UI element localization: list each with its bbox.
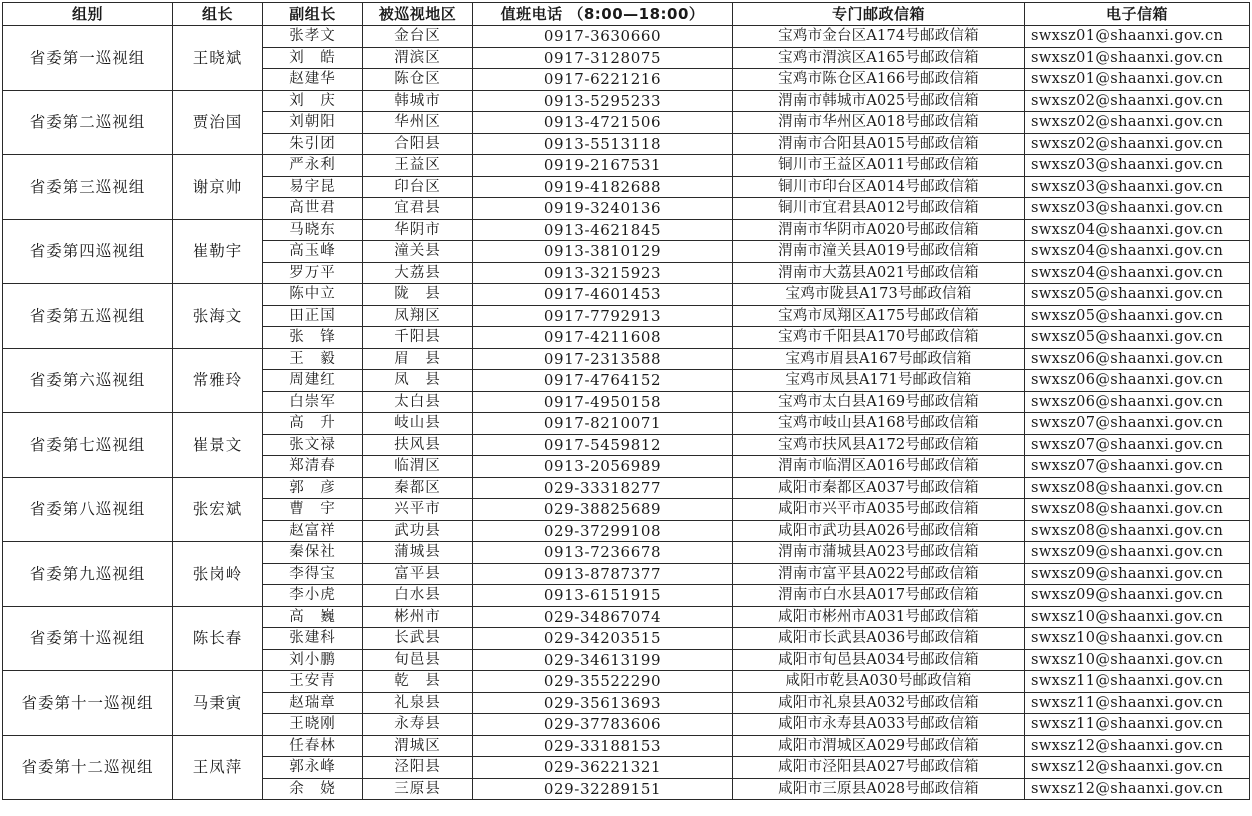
email-cell[interactable]: swxsz03@shaanxi.gov.cn	[1025, 155, 1250, 177]
phone-cell: 029-33318277	[473, 477, 733, 499]
mailbox-cell: 宝鸡市凤翔区A175号邮政信箱	[733, 305, 1025, 327]
leader-cell: 王凤萍	[173, 735, 263, 800]
table-row	[3, 284, 1250, 306]
header-email: 电子信箱	[1025, 3, 1250, 26]
deputy-cell: 郭 彦	[263, 477, 363, 499]
header-deputy: 副组长	[263, 3, 363, 26]
region-cell: 陇 县	[363, 284, 473, 306]
mailbox-cell: 咸阳市礼泉县A032号邮政信箱	[733, 692, 1025, 714]
region-cell: 潼关县	[363, 241, 473, 263]
phone-cell: 0913-4621845	[473, 219, 733, 241]
region-cell: 富平县	[363, 563, 473, 585]
region-cell: 渭滨区	[363, 47, 473, 69]
phone-cell: 029-35613693	[473, 692, 733, 714]
table-row	[3, 26, 1250, 48]
email-cell[interactable]: swxsz02@shaanxi.gov.cn	[1025, 90, 1250, 112]
table-row	[3, 219, 1250, 241]
mailbox-cell: 宝鸡市岐山县A168号邮政信箱	[733, 413, 1025, 435]
table-body	[3, 26, 1250, 800]
email-cell[interactable]: swxsz08@shaanxi.gov.cn	[1025, 499, 1250, 521]
email-cell[interactable]: swxsz01@shaanxi.gov.cn	[1025, 26, 1250, 48]
mailbox-cell: 宝鸡市眉县A167号邮政信箱	[733, 348, 1025, 370]
email-cell[interactable]: swxsz12@shaanxi.gov.cn	[1025, 778, 1250, 800]
email-cell[interactable]: swxsz05@shaanxi.gov.cn	[1025, 284, 1250, 306]
group-name-cell: 省委第五巡视组	[3, 284, 173, 349]
mailbox-cell: 渭南市白水县A017号邮政信箱	[733, 585, 1025, 607]
leader-cell: 崔景文	[173, 413, 263, 478]
mailbox-cell: 咸阳市长武县A036号邮政信箱	[733, 628, 1025, 650]
email-cell[interactable]: swxsz09@shaanxi.gov.cn	[1025, 585, 1250, 607]
group-name-cell: 省委第七巡视组	[3, 413, 173, 478]
group-name-cell: 省委第三巡视组	[3, 155, 173, 220]
phone-cell: 0917-3630660	[473, 26, 733, 48]
deputy-cell: 曹 宇	[263, 499, 363, 521]
leader-cell: 张宏斌	[173, 477, 263, 542]
deputy-cell: 刘 庆	[263, 90, 363, 112]
email-cell[interactable]: swxsz10@shaanxi.gov.cn	[1025, 628, 1250, 650]
inspection-contact-table	[2, 2, 1250, 800]
deputy-cell: 陈中立	[263, 284, 363, 306]
email-cell[interactable]: swxsz10@shaanxi.gov.cn	[1025, 649, 1250, 671]
phone-cell: 029-37783606	[473, 714, 733, 736]
phone-cell: 029-38825689	[473, 499, 733, 521]
email-cell[interactable]: swxsz03@shaanxi.gov.cn	[1025, 176, 1250, 198]
deputy-cell: 赵瑞章	[263, 692, 363, 714]
deputy-cell: 郑清春	[263, 456, 363, 478]
leader-cell: 陈长春	[173, 606, 263, 671]
phone-cell: 0917-4950158	[473, 391, 733, 413]
mailbox-cell: 渭南市华阴市A020号邮政信箱	[733, 219, 1025, 241]
mailbox-cell: 宝鸡市太白县A169号邮政信箱	[733, 391, 1025, 413]
region-cell: 临渭区	[363, 456, 473, 478]
deputy-cell: 张孝文	[263, 26, 363, 48]
deputy-cell: 刘朝阳	[263, 112, 363, 134]
mailbox-cell: 宝鸡市金台区A174号邮政信箱	[733, 26, 1025, 48]
deputy-cell: 严永利	[263, 155, 363, 177]
phone-cell: 029-34203515	[473, 628, 733, 650]
email-cell[interactable]: swxsz04@shaanxi.gov.cn	[1025, 262, 1250, 284]
mailbox-cell: 咸阳市彬州市A031号邮政信箱	[733, 606, 1025, 628]
email-cell[interactable]: swxsz05@shaanxi.gov.cn	[1025, 327, 1250, 349]
region-cell: 宜君县	[363, 198, 473, 220]
deputy-cell: 刘 皓	[263, 47, 363, 69]
region-cell: 白水县	[363, 585, 473, 607]
deputy-cell: 易宇昆	[263, 176, 363, 198]
deputy-cell: 罗万平	[263, 262, 363, 284]
leader-cell: 常雅玲	[173, 348, 263, 413]
deputy-cell: 王 毅	[263, 348, 363, 370]
region-cell: 合阳县	[363, 133, 473, 155]
header-row	[3, 3, 1250, 26]
phone-cell: 0919-2167531	[473, 155, 733, 177]
mailbox-cell: 咸阳市乾县A030号邮政信箱	[733, 671, 1025, 693]
region-cell: 旬邑县	[363, 649, 473, 671]
mailbox-cell: 咸阳市旬邑县A034号邮政信箱	[733, 649, 1025, 671]
email-cell[interactable]: swxsz10@shaanxi.gov.cn	[1025, 606, 1250, 628]
phone-cell: 0913-3215923	[473, 262, 733, 284]
header-group: 组别	[3, 3, 173, 26]
region-cell: 印台区	[363, 176, 473, 198]
email-cell[interactable]: swxsz09@shaanxi.gov.cn	[1025, 542, 1250, 564]
phone-cell: 029-32289151	[473, 778, 733, 800]
header-phone: 值班电话 （8:00—18:00）	[473, 3, 733, 26]
email-cell[interactable]: swxsz03@shaanxi.gov.cn	[1025, 198, 1250, 220]
phone-cell: 0913-4721506	[473, 112, 733, 134]
region-cell: 华州区	[363, 112, 473, 134]
deputy-cell: 赵富祥	[263, 520, 363, 542]
deputy-cell: 马晓东	[263, 219, 363, 241]
header-mailbox: 专门邮政信箱	[733, 3, 1025, 26]
region-cell: 韩城市	[363, 90, 473, 112]
phone-cell: 029-36221321	[473, 757, 733, 779]
group-name-cell: 省委第二巡视组	[3, 90, 173, 155]
mailbox-cell: 宝鸡市扶风县A172号邮政信箱	[733, 434, 1025, 456]
deputy-cell: 周建红	[263, 370, 363, 392]
email-cell[interactable]: swxsz07@shaanxi.gov.cn	[1025, 413, 1250, 435]
deputy-cell: 刘小鹏	[263, 649, 363, 671]
email-cell[interactable]: swxsz02@shaanxi.gov.cn	[1025, 133, 1250, 155]
email-cell[interactable]: swxsz02@shaanxi.gov.cn	[1025, 112, 1250, 134]
mailbox-cell: 宝鸡市渭滨区A165号邮政信箱	[733, 47, 1025, 69]
mailbox-cell: 咸阳市渭城区A029号邮政信箱	[733, 735, 1025, 757]
phone-cell: 0913-8787377	[473, 563, 733, 585]
region-cell: 凤 县	[363, 370, 473, 392]
mailbox-cell: 宝鸡市陈仓区A166号邮政信箱	[733, 69, 1025, 91]
region-cell: 渭城区	[363, 735, 473, 757]
region-cell: 眉 县	[363, 348, 473, 370]
deputy-cell: 王安青	[263, 671, 363, 693]
phone-cell: 029-35522290	[473, 671, 733, 693]
mailbox-cell: 渭南市临渭区A016号邮政信箱	[733, 456, 1025, 478]
table-row	[3, 542, 1250, 564]
table-row	[3, 348, 1250, 370]
deputy-cell: 张 锋	[263, 327, 363, 349]
phone-cell: 0917-8210071	[473, 413, 733, 435]
region-cell: 泾阳县	[363, 757, 473, 779]
phone-cell: 0917-2313588	[473, 348, 733, 370]
region-cell: 秦都区	[363, 477, 473, 499]
table-row	[3, 155, 1250, 177]
leader-cell: 张海文	[173, 284, 263, 349]
table-row	[3, 90, 1250, 112]
region-cell: 扶风县	[363, 434, 473, 456]
deputy-cell: 秦保社	[263, 542, 363, 564]
phone-cell: 029-33188153	[473, 735, 733, 757]
region-cell: 岐山县	[363, 413, 473, 435]
deputy-cell: 张建科	[263, 628, 363, 650]
phone-cell: 0913-7236678	[473, 542, 733, 564]
mailbox-cell: 渭南市华州区A018号邮政信箱	[733, 112, 1025, 134]
region-cell: 兴平市	[363, 499, 473, 521]
region-cell: 彬州市	[363, 606, 473, 628]
phone-cell: 0917-4764152	[473, 370, 733, 392]
header-region: 被巡视地区	[363, 3, 473, 26]
header-leader: 组长	[173, 3, 263, 26]
mailbox-cell: 咸阳市泾阳县A027号邮政信箱	[733, 757, 1025, 779]
deputy-cell: 高世君	[263, 198, 363, 220]
region-cell: 陈仓区	[363, 69, 473, 91]
phone-cell: 029-34613199	[473, 649, 733, 671]
deputy-cell: 高 巍	[263, 606, 363, 628]
group-name-cell: 省委第四巡视组	[3, 219, 173, 284]
deputy-cell: 王晓刚	[263, 714, 363, 736]
phone-cell: 0913-5295233	[473, 90, 733, 112]
mailbox-cell: 渭南市大荔县A021号邮政信箱	[733, 262, 1025, 284]
mailbox-cell: 宝鸡市陇县A173号邮政信箱	[733, 284, 1025, 306]
leader-cell: 张岗岭	[173, 542, 263, 607]
region-cell: 王益区	[363, 155, 473, 177]
region-cell: 武功县	[363, 520, 473, 542]
mailbox-cell: 宝鸡市千阳县A170号邮政信箱	[733, 327, 1025, 349]
mailbox-cell: 渭南市蒲城县A023号邮政信箱	[733, 542, 1025, 564]
group-name-cell: 省委第九巡视组	[3, 542, 173, 607]
deputy-cell: 朱引团	[263, 133, 363, 155]
region-cell: 太白县	[363, 391, 473, 413]
mailbox-cell: 咸阳市永寿县A033号邮政信箱	[733, 714, 1025, 736]
email-cell[interactable]: swxsz06@shaanxi.gov.cn	[1025, 391, 1250, 413]
leader-cell: 马秉寅	[173, 671, 263, 736]
phone-cell: 0913-5513118	[473, 133, 733, 155]
table-row	[3, 477, 1250, 499]
leader-cell: 贾治国	[173, 90, 263, 155]
region-cell: 乾 县	[363, 671, 473, 693]
group-name-cell: 省委第十一巡视组	[3, 671, 173, 736]
phone-cell: 0917-3128075	[473, 47, 733, 69]
mailbox-cell: 咸阳市兴平市A035号邮政信箱	[733, 499, 1025, 521]
region-cell: 蒲城县	[363, 542, 473, 564]
region-cell: 长武县	[363, 628, 473, 650]
mailbox-cell: 咸阳市秦都区A037号邮政信箱	[733, 477, 1025, 499]
region-cell: 凤翔区	[363, 305, 473, 327]
phone-cell: 0917-6221216	[473, 69, 733, 91]
deputy-cell: 张文禄	[263, 434, 363, 456]
phone-cell: 029-37299108	[473, 520, 733, 542]
email-cell[interactable]: swxsz07@shaanxi.gov.cn	[1025, 456, 1250, 478]
phone-cell: 0917-4211608	[473, 327, 733, 349]
deputy-cell: 田正国	[263, 305, 363, 327]
phone-cell: 0919-3240136	[473, 198, 733, 220]
mailbox-cell: 渭南市合阳县A015号邮政信箱	[733, 133, 1025, 155]
phone-cell: 0913-3810129	[473, 241, 733, 263]
region-cell: 大荔县	[363, 262, 473, 284]
mailbox-cell: 宝鸡市凤县A171号邮政信箱	[733, 370, 1025, 392]
leader-cell: 谢京帅	[173, 155, 263, 220]
email-cell[interactable]: swxsz11@shaanxi.gov.cn	[1025, 714, 1250, 736]
email-cell[interactable]: swxsz09@shaanxi.gov.cn	[1025, 563, 1250, 585]
phone-cell: 0917-7792913	[473, 305, 733, 327]
email-cell[interactable]: swxsz11@shaanxi.gov.cn	[1025, 671, 1250, 693]
mailbox-cell: 渭南市韩城市A025号邮政信箱	[733, 90, 1025, 112]
email-cell[interactable]: swxsz06@shaanxi.gov.cn	[1025, 370, 1250, 392]
mailbox-cell: 咸阳市三原县A028号邮政信箱	[733, 778, 1025, 800]
group-name-cell: 省委第十巡视组	[3, 606, 173, 671]
table-row	[3, 413, 1250, 435]
deputy-cell: 李得宝	[263, 563, 363, 585]
deputy-cell: 郭永峰	[263, 757, 363, 779]
deputy-cell: 任春林	[263, 735, 363, 757]
region-cell: 三原县	[363, 778, 473, 800]
phone-cell: 0919-4182688	[473, 176, 733, 198]
phone-cell: 0917-4601453	[473, 284, 733, 306]
mailbox-cell: 渭南市富平县A022号邮政信箱	[733, 563, 1025, 585]
region-cell: 金台区	[363, 26, 473, 48]
email-cell[interactable]: swxsz01@shaanxi.gov.cn	[1025, 69, 1250, 91]
email-cell[interactable]: swxsz01@shaanxi.gov.cn	[1025, 47, 1250, 69]
region-cell: 永寿县	[363, 714, 473, 736]
phone-cell: 0917-5459812	[473, 434, 733, 456]
table-row	[3, 735, 1250, 757]
phone-cell: 0913-2056989	[473, 456, 733, 478]
deputy-cell: 李小虎	[263, 585, 363, 607]
email-cell[interactable]: swxsz04@shaanxi.gov.cn	[1025, 241, 1250, 263]
deputy-cell: 高 升	[263, 413, 363, 435]
group-name-cell: 省委第八巡视组	[3, 477, 173, 542]
group-name-cell: 省委第一巡视组	[3, 26, 173, 91]
mailbox-cell: 咸阳市武功县A026号邮政信箱	[733, 520, 1025, 542]
deputy-cell: 白崇军	[263, 391, 363, 413]
table-row	[3, 671, 1250, 693]
leader-cell: 王晓斌	[173, 26, 263, 91]
phone-cell: 0913-6151915	[473, 585, 733, 607]
deputy-cell: 高玉峰	[263, 241, 363, 263]
deputy-cell: 余 娆	[263, 778, 363, 800]
deputy-cell: 赵建华	[263, 69, 363, 91]
table-row	[3, 606, 1250, 628]
email-cell[interactable]: swxsz12@shaanxi.gov.cn	[1025, 735, 1250, 757]
email-cell[interactable]: swxsz06@shaanxi.gov.cn	[1025, 348, 1250, 370]
email-cell[interactable]: swxsz08@shaanxi.gov.cn	[1025, 520, 1250, 542]
email-cell[interactable]: swxsz04@shaanxi.gov.cn	[1025, 219, 1250, 241]
email-cell[interactable]: swxsz11@shaanxi.gov.cn	[1025, 692, 1250, 714]
email-cell[interactable]: swxsz05@shaanxi.gov.cn	[1025, 305, 1250, 327]
mailbox-cell: 铜川市宜君县A012号邮政信箱	[733, 198, 1025, 220]
phone-cell: 029-34867074	[473, 606, 733, 628]
region-cell: 礼泉县	[363, 692, 473, 714]
region-cell: 千阳县	[363, 327, 473, 349]
region-cell: 华阴市	[363, 219, 473, 241]
mailbox-cell: 渭南市潼关县A019号邮政信箱	[733, 241, 1025, 263]
email-cell[interactable]: swxsz07@shaanxi.gov.cn	[1025, 434, 1250, 456]
email-cell[interactable]: swxsz08@shaanxi.gov.cn	[1025, 477, 1250, 499]
email-cell[interactable]: swxsz12@shaanxi.gov.cn	[1025, 757, 1250, 779]
group-name-cell: 省委第六巡视组	[3, 348, 173, 413]
leader-cell: 崔勒宇	[173, 219, 263, 284]
mailbox-cell: 铜川市王益区A011号邮政信箱	[733, 155, 1025, 177]
mailbox-cell: 铜川市印台区A014号邮政信箱	[733, 176, 1025, 198]
group-name-cell: 省委第十二巡视组	[3, 735, 173, 800]
